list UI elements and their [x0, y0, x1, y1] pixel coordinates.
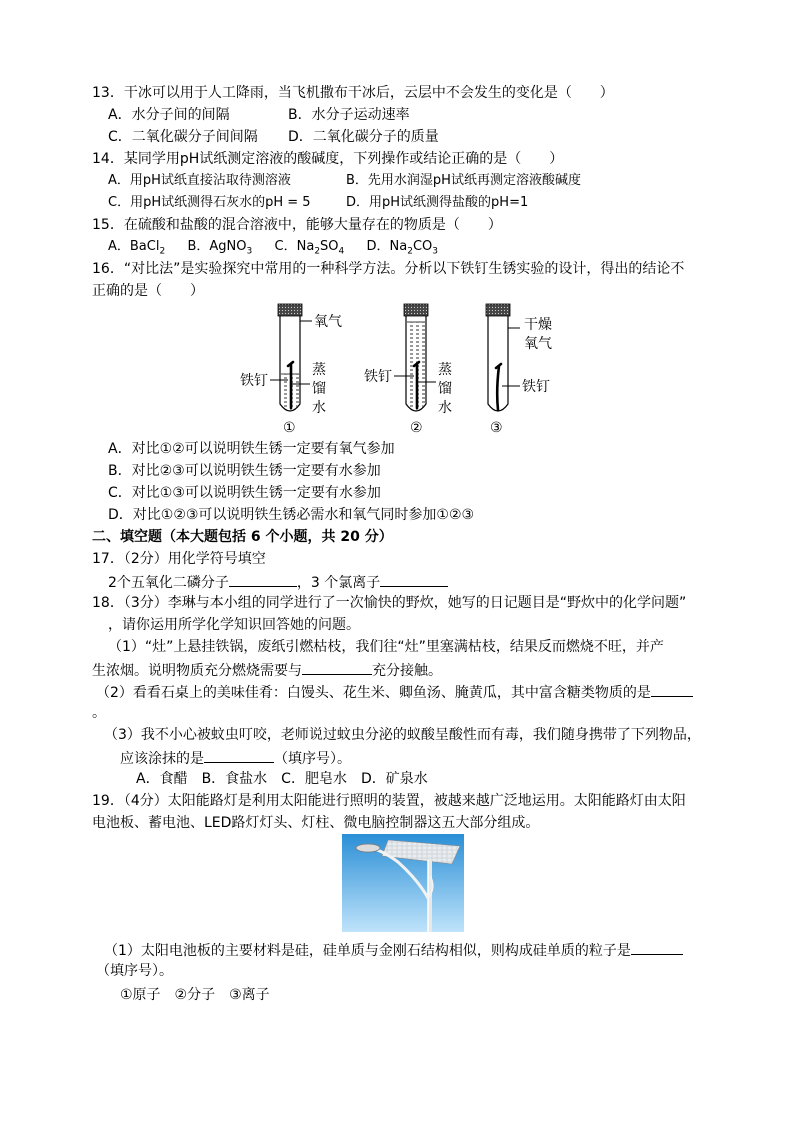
- q14-option-d: D．用pH试纸测得盐酸的pH=1: [346, 195, 529, 210]
- q18-p3-text: 应该涂抹的是: [120, 751, 204, 767]
- q18-p1-tail: 充分接触。: [372, 663, 442, 679]
- q18-p2-text: （2）看看石桌上的美味佳肴：白馒头、花生米、卿鱼汤、腌黄瓜，其中富含糖类物质的是: [96, 685, 651, 701]
- q14-stem: 14．某同学用pH试纸测定溶液的酸碱度，下列操作或结论正确的是（ ）: [92, 151, 564, 167]
- tube2-water-char2: 馏: [438, 381, 452, 397]
- q16-option-b: B．对比②③可以说明铁生锈一定要有水参加: [108, 463, 381, 479]
- q18-stem-line2: ，请你运用所学化学知识回答她的问题。: [108, 617, 360, 633]
- q17-part-b: ，3 个氯离子: [296, 575, 381, 591]
- tube2-number: ②: [410, 420, 423, 436]
- q18-p2-line2: 。: [92, 705, 106, 721]
- q18-blank-3[interactable]: [204, 748, 274, 763]
- q15-option-b: B．AgNO$_3$: [187, 239, 253, 257]
- test-tube-3: [486, 304, 510, 411]
- q13-option-d: D．二氧化碳分子的质量: [288, 129, 439, 145]
- q18-p3-line1: （3）我不小心被蚊虫叮咬，老师说过蚊虫分泌的蚁酸呈酸性而有毒，我们随身携带了下列物品，: [104, 727, 701, 743]
- q18-p1-line2: [92, 660, 442, 680]
- tube1-number: ①: [283, 420, 296, 436]
- q19-options: ①原子 ②分子 ③离子: [120, 987, 270, 1003]
- q19-p1-line2: （填序号）。: [96, 963, 173, 979]
- q16-option-d: D．对比①②③可以说明铁生锈必需水和氧气同时参加①②③: [108, 507, 475, 523]
- tube1-oxygen-label: 氧气: [314, 314, 342, 330]
- test-tube-1: [278, 304, 302, 411]
- q17-part-a: 2个五氧化二磷分子: [108, 575, 229, 591]
- rust-experiment-figure: [230, 300, 570, 440]
- led-lamp-head: [356, 844, 380, 852]
- q17-line: [108, 572, 448, 592]
- tube2-water-char1: 蒸: [438, 362, 452, 378]
- q18-p3-line2: [120, 748, 351, 768]
- q19-p1-text: （1）太阳电池板的主要材料是硅，硅单质与金刚石结构相似，则构成硅单质的粒子是: [104, 943, 631, 959]
- tube1-water-char2: 馏: [312, 381, 326, 397]
- tube1-water-char1: 蒸: [312, 362, 326, 378]
- q18-p1-line1: （1）“灶”上悬挂铁锅，废纸引燃枯枝，我们往“灶”里塞满枯枝，结果反而燃烧不旺，并产: [108, 639, 664, 655]
- q17-blank-a[interactable]: [229, 572, 297, 587]
- q19-stem-line1: 19．（4分）太阳能路灯是利用太阳能进行照明的装置，被越来越广泛地运用。太阳能路灯由太阳: [92, 793, 686, 809]
- q16-option-a: A．对比①②可以说明铁生锈一定要有氧气参加: [108, 441, 395, 457]
- q13-option-c: C．二氧化碳分子间间隔: [108, 129, 258, 145]
- q15-options: [108, 238, 438, 261]
- q18-blank-1[interactable]: [302, 660, 372, 675]
- q17-stem: 17．（2分）用化学符号填空: [92, 551, 266, 567]
- q16-stem-line2: 正确的是（ ）: [92, 283, 204, 299]
- solar-street-light-photo: [342, 834, 464, 932]
- q18-p3-tail: （填序号）。: [274, 751, 351, 767]
- tube1-nail-label: 铁钉: [240, 373, 268, 389]
- q14-option-c: C．用pH试纸测得石灰水的pH = 5: [108, 195, 311, 210]
- tube3-oxygen-label: 氧气: [524, 336, 552, 352]
- tube1-water-char3: 水: [312, 400, 326, 416]
- tube2-water-char3: 水: [438, 400, 452, 416]
- q16-option-c: C．对比①③可以说明铁生锈一定要有水参加: [108, 485, 381, 501]
- q13-option-b: B．水分子运动速率: [288, 107, 410, 123]
- tube2-nail-label: 铁钉: [364, 369, 392, 385]
- q15-option-d: D．$Na_2CO_3$: [366, 239, 439, 257]
- q19-p1-line1: [104, 940, 683, 960]
- test-tube-2: [404, 304, 428, 411]
- q14-option-a: A．用pH试纸直接沾取待测溶液: [108, 173, 291, 188]
- q18-stem-line1: 18．（3分）李琳与本小组的同学进行了一次愉快的野炊，她写的日记题目是“野炊中的化学问题”: [92, 595, 687, 611]
- q13-option-a: A．水分子间的间隔: [108, 107, 230, 123]
- q19-blank-1[interactable]: [631, 940, 683, 955]
- q16-stem-line1: 16．“对比法”是实验探究中常用的一种科学方法。分析以下铁钉生锈实验的设计，得出的结论不: [92, 261, 685, 277]
- tube3-labels: [490, 317, 552, 436]
- q13-stem: 13．干冰可以用于人工降雨，当飞机撒布干冰后，云层中不会发生的变化是（ ）: [92, 85, 614, 101]
- q18-p2-line1: [96, 682, 693, 702]
- q15-option-a: A．BaCl$_2$: [108, 239, 166, 257]
- q14-option-b: B．先用水润湿pH试纸再测定溶液酸碱度: [346, 173, 581, 188]
- tube3-nail-label: 铁钉: [522, 379, 550, 395]
- q15-option-c: C．$Na_2SO_4$: [274, 239, 345, 257]
- q17-blank-b[interactable]: [380, 572, 448, 587]
- tube3-dry-label: 干燥: [524, 317, 552, 333]
- q18-p3-options: A．食醋 B．食盐水 C．肥皂水 D．矿泉水: [136, 771, 428, 787]
- section-heading: 二、填空题（本大题包括 6 个小题，共 20 分）: [92, 529, 393, 545]
- tube3-number: ③: [490, 420, 503, 436]
- q19-stem-line2: 电池板、蓄电池、LED路灯灯头、灯柱、微电脑控制器这五大部分组成。: [92, 815, 540, 831]
- q18-blank-2[interactable]: [651, 682, 693, 697]
- q15-stem: 15．在硫酸和盐酸的混合溶液中，能够大量存在的物质是（ ）: [92, 217, 502, 233]
- q18-p1-text: 生浓烟。说明物质充分燃烧需要与: [92, 663, 302, 679]
